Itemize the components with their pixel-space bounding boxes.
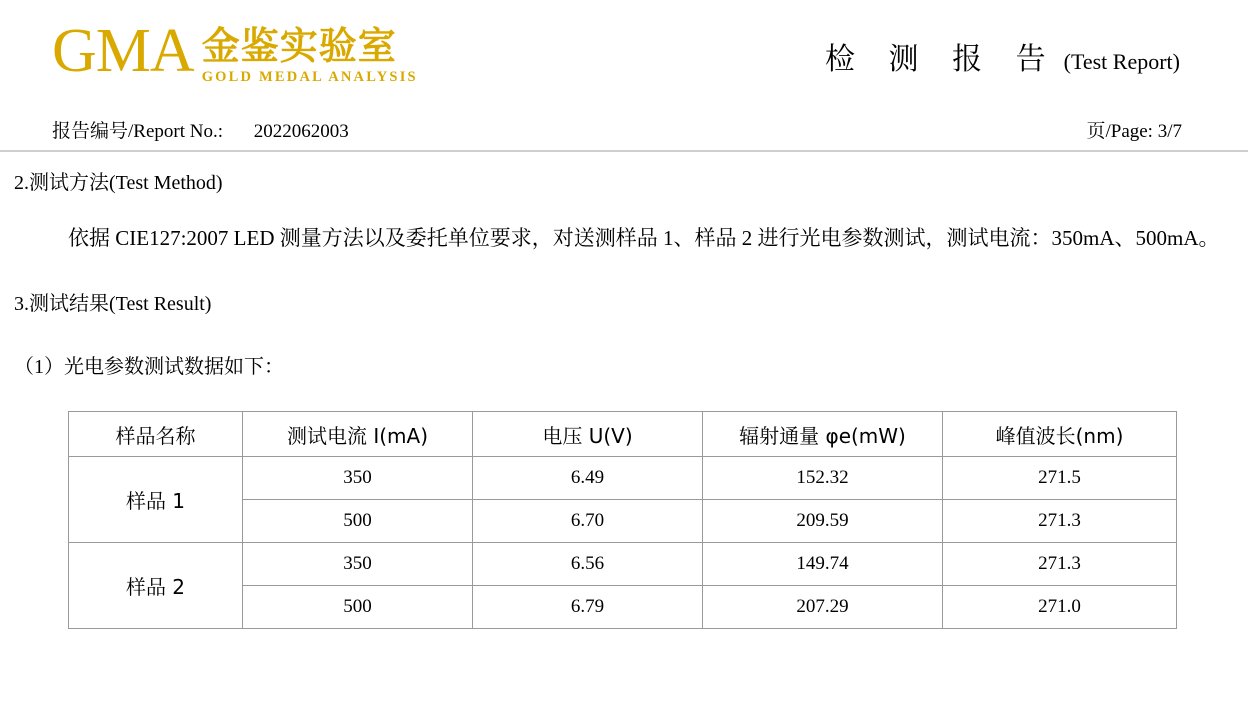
logo-gma-text: GMA [52, 17, 194, 85]
lab-logo [52, 17, 418, 86]
page-number: 页/Page: 3/7 [1086, 121, 1182, 142]
radiant-flux-cell: 149.74 [703, 543, 943, 586]
test-method-text: 依据 CIE127:2007 LED 测量方法以及委托单位要求，对送测样品 1、样品 2 进行光电参数测试，测试电流：350mA、500mA。 [68, 226, 1220, 250]
logo-chinese-name: 金鉴实验室 [201, 24, 397, 68]
section-test-result-title: 3.测试结果(Test Result) [14, 293, 212, 315]
sample-name-cell: 样品 1 [69, 457, 243, 543]
table-row [69, 543, 1177, 586]
table-row [69, 457, 1177, 500]
radiant-flux-cell: 207.29 [703, 586, 943, 629]
current-cell: 350 [243, 457, 473, 500]
section-test-method-title: 2.测试方法(Test Method) [14, 172, 223, 194]
peak-wavelength-cell: 271.0 [943, 586, 1177, 629]
document-header [0, 0, 1248, 150]
column-header-sample-name: 样品名称 [69, 412, 243, 457]
test-method-paragraph [16, 219, 1232, 257]
report-number-label: 报告编号/Report No.: [52, 121, 223, 142]
sample-name-cell: 样品 2 [69, 543, 243, 629]
logo-subtitle: GOLD MEDAL ANALYSIS [201, 69, 418, 85]
peak-wavelength-cell: 271.3 [943, 543, 1177, 586]
current-cell: 500 [243, 586, 473, 629]
column-header-voltage: 电压 U(V) [473, 412, 703, 457]
document-body [0, 152, 1248, 629]
logo-chinese-block [202, 26, 418, 86]
peak-wavelength-cell: 271.5 [943, 457, 1177, 500]
report-title-en: (Test Report) [1063, 49, 1180, 74]
table-header-row [69, 412, 1177, 457]
report-title [825, 34, 1180, 78]
voltage-cell: 6.49 [473, 457, 703, 500]
voltage-cell: 6.70 [473, 500, 703, 543]
column-header-peak-wavelength: 峰值波长(nm) [943, 412, 1177, 457]
column-header-radiant-flux: 辐射通量 φe(mW) [703, 412, 943, 457]
voltage-cell: 6.56 [473, 543, 703, 586]
current-cell: 500 [243, 500, 473, 543]
current-cell: 350 [243, 543, 473, 586]
voltage-cell: 6.79 [473, 586, 703, 629]
report-number-value: 2022062003 [253, 121, 349, 142]
report-number [52, 116, 349, 143]
report-title-cn: 检 测 报 告 [825, 42, 1058, 77]
results-table [68, 411, 1177, 629]
radiant-flux-cell: 152.32 [703, 457, 943, 500]
column-header-current: 测试电流 I(mA) [243, 412, 473, 457]
subitem-photoelectric-data: （1）光电参数测试数据如下： [14, 356, 284, 378]
radiant-flux-cell: 209.59 [703, 500, 943, 543]
results-table-wrapper [68, 411, 1176, 629]
peak-wavelength-cell: 271.3 [943, 500, 1177, 543]
